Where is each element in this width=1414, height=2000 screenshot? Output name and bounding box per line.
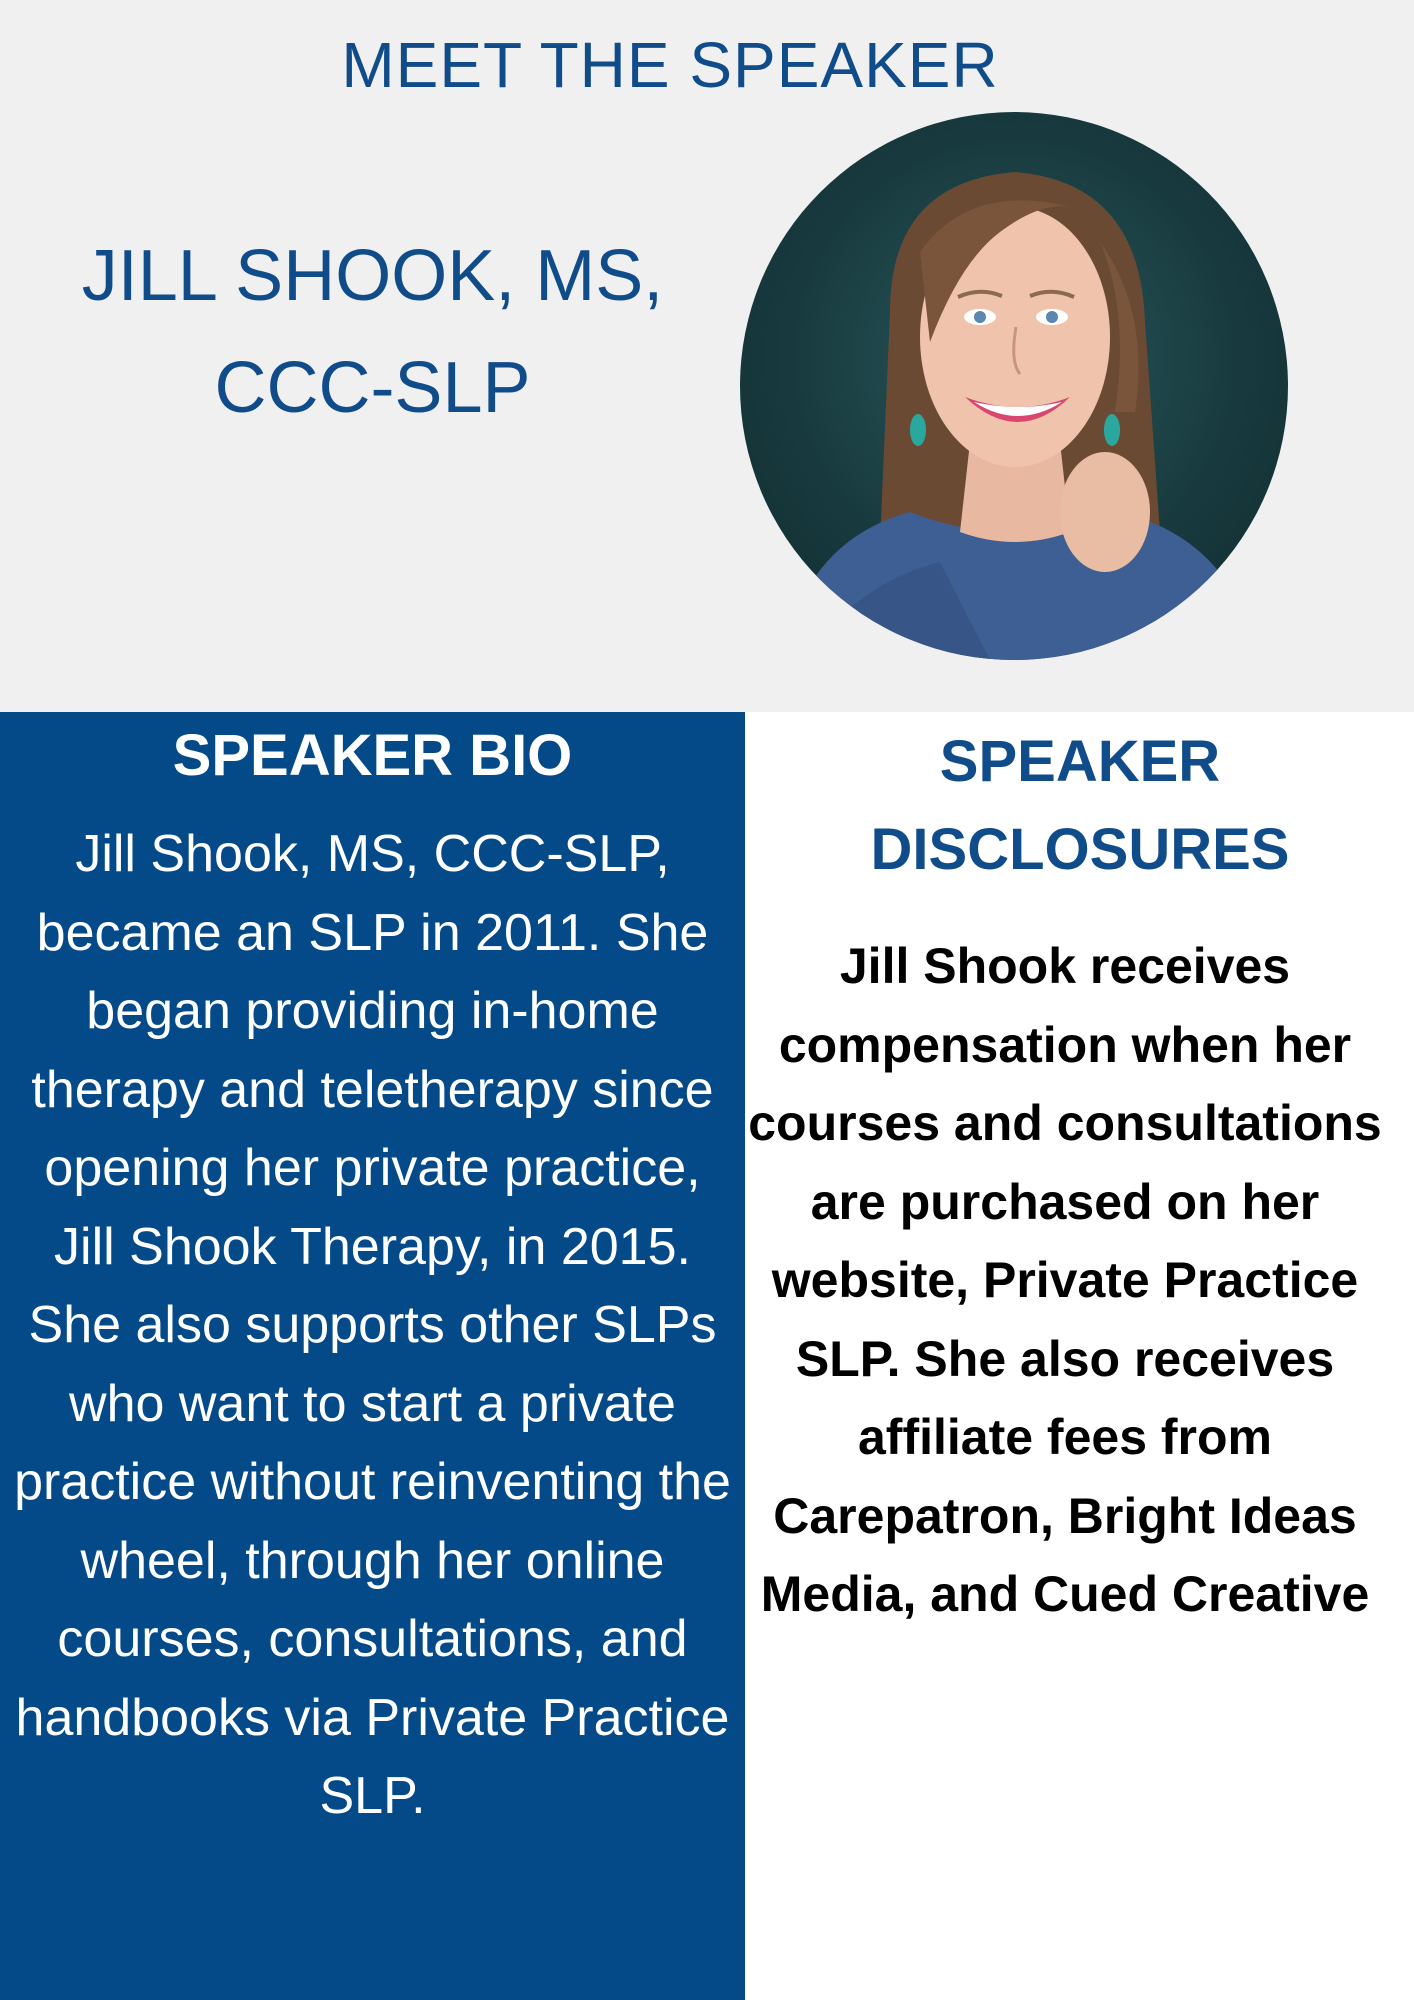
speaker-bio-text: Jill Shook, MS, CCC-SLP, became an SLP in 2011. She began providing in-home therapy and teletherapy since opening her private practice, Jill Shook Therapy, in 2015. She also supports other SLPs who want to start a private practice without reinventing the wheel, through her online courses, consultations, and handbooks via Private Practice SLP. bbox=[14, 825, 731, 1825]
disclosures-heading-line1: SPEAKER bbox=[939, 729, 1221, 794]
speaker-portrait-icon bbox=[740, 112, 1288, 660]
disclosures-heading-line2: DISCLOSURES bbox=[870, 817, 1290, 882]
speaker-disclosures-heading bbox=[780, 718, 1380, 894]
speaker-photo bbox=[740, 112, 1288, 660]
speaker-disclosures-text: Jill Shook receives compensation when her courses and consultations are purchased on her website, Private Practice SLP. She also receives affiliate fees from Carepatron, Bright Ideas Media, and Cued Creative bbox=[748, 938, 1382, 1622]
meet-the-speaker-heading: MEET THE SPEAKER bbox=[341, 29, 999, 101]
speaker-bio-heading: SPEAKER BIO bbox=[172, 723, 573, 788]
speaker-name-line2: CCC-SLP bbox=[214, 348, 531, 428]
speaker-name bbox=[30, 220, 715, 444]
speaker-name-line1: JILL SHOOK, MS, bbox=[81, 236, 664, 316]
